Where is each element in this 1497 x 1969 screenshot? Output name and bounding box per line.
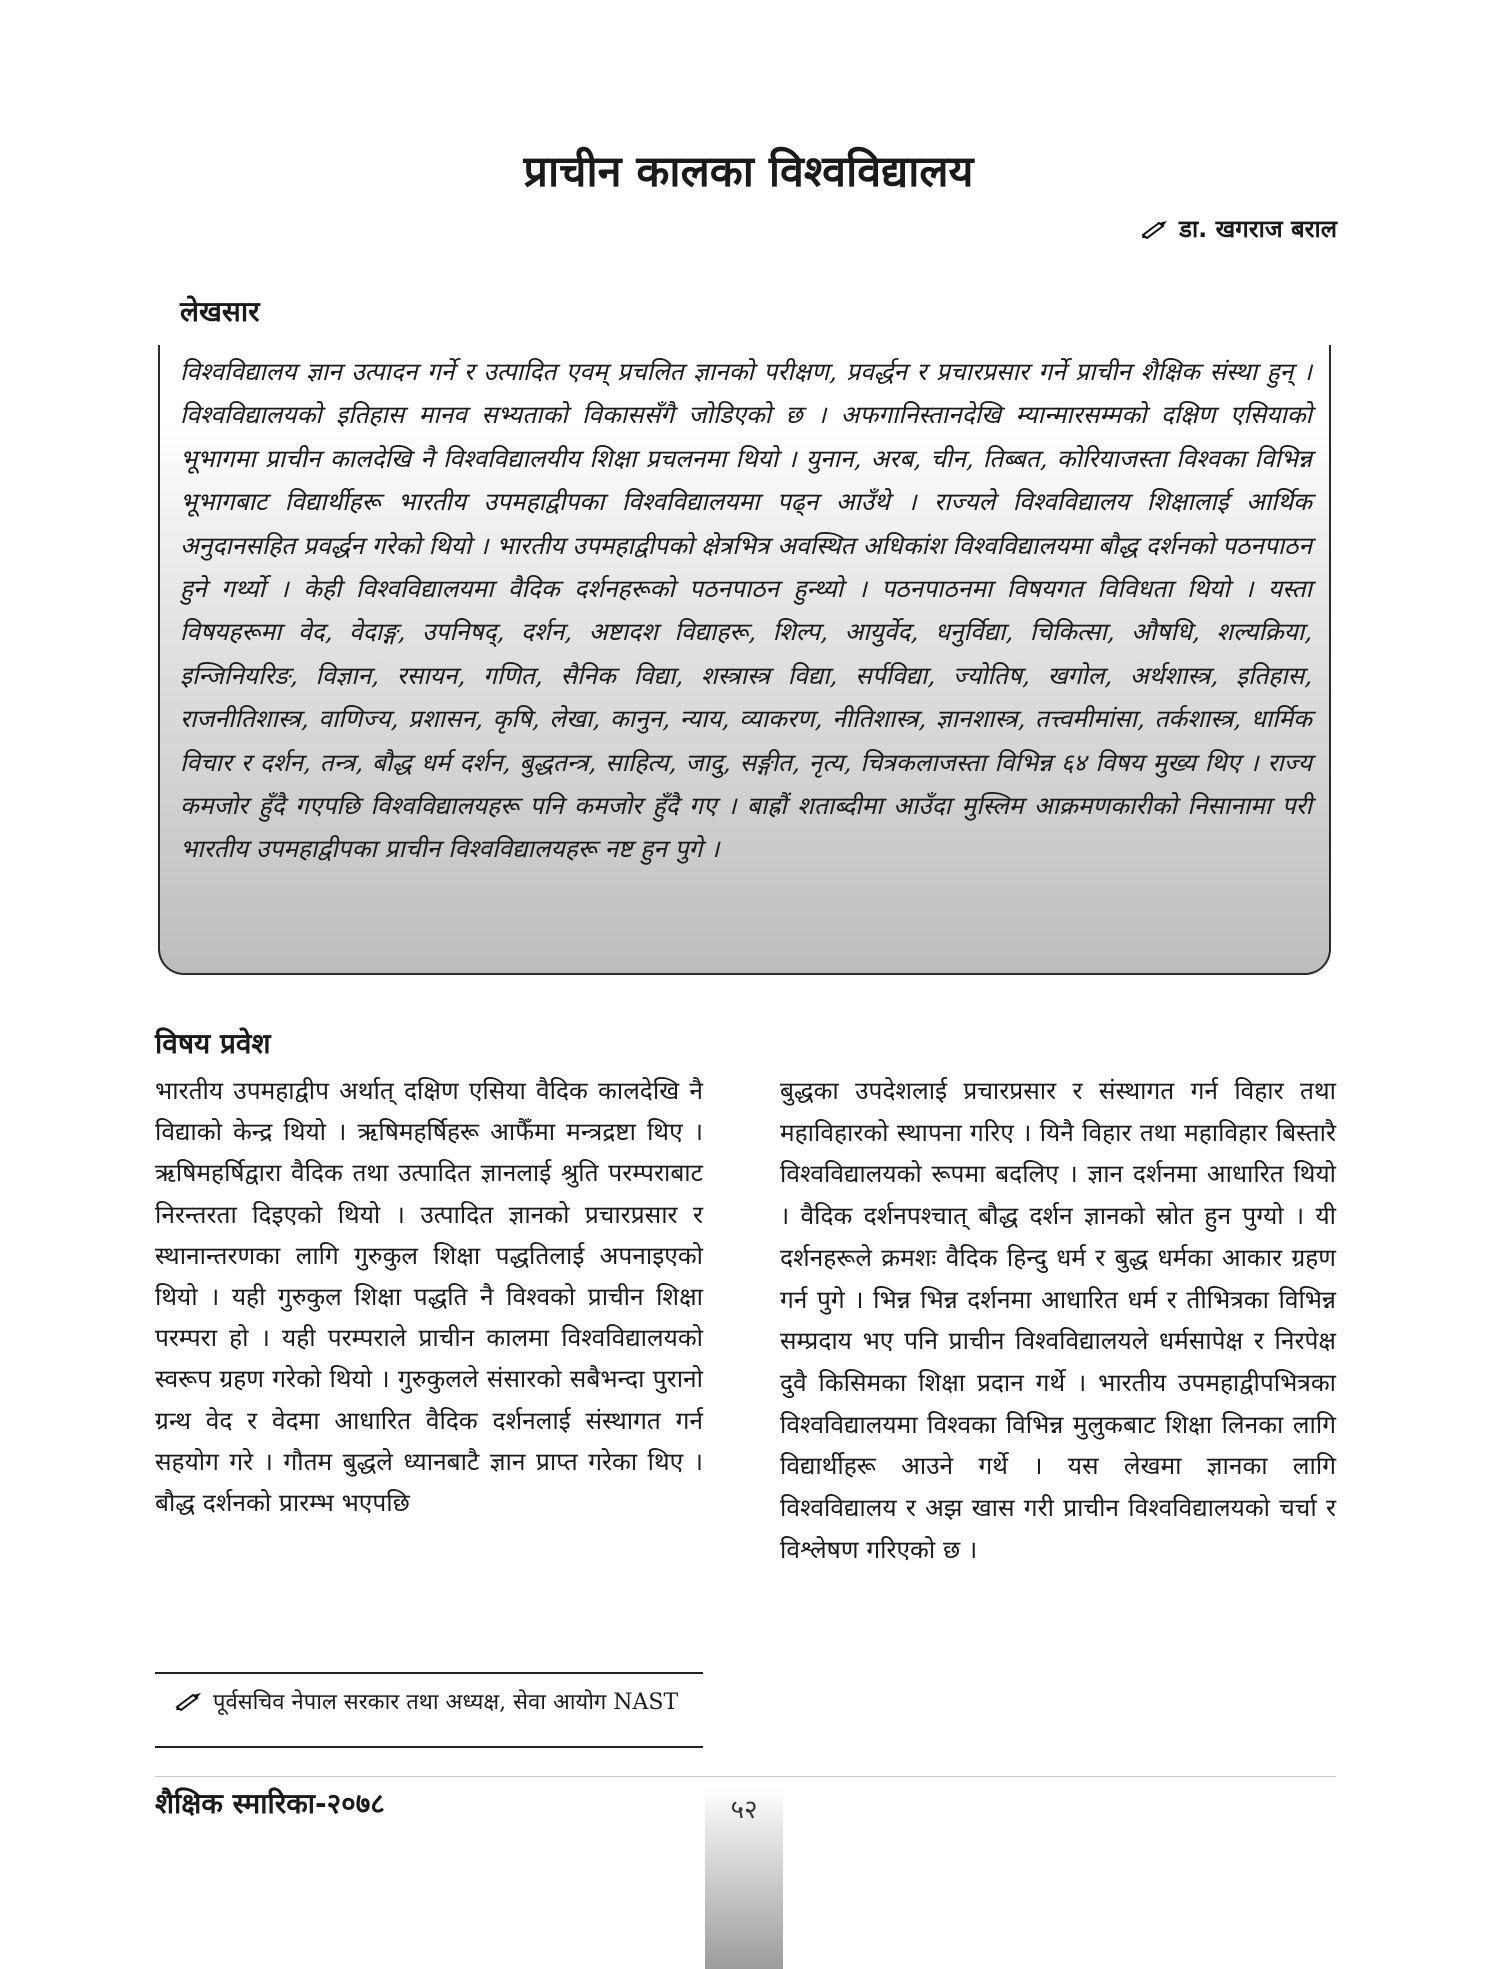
intro-right-column: बुद्धका उपदेशलाई प्रचारप्रसार र संस्थागत गर्न विहार तथा महाविहारको स्थापना गरिए । यिनै विहार तथा महाविहार बिस्तारै विश्वविद्यालयको रूपमा बदलिए । ज्ञान दर्शनमा आधारित थियो । वैदिक दर्शनपश्चात् बौद्ध दर्शन ज्ञानको स्रोत हुन पुग्यो । यी दर्शनहरूले क्रमशः वैदिक हिन्दु धर्म र बुद्ध धर्मका आकार ग्रहण गर्न पुगे । भिन्न भिन्न दर्शनमा आधारित धर्म र तीभित्रका विभिन्न सम्प्रदाय भए पनि प्राचीन विश्वविद्यालयले धर्मसापेक्ष र निरपेक्ष दुवै किसिमका शिक्षा प्रदान गर्थे । भारतीय उपमहाद्वीपभित्रका विश्वविद्यालयमा विश्वका विभिन्न मुलुकबाट शिक्षा लिनका लागि विद्यार्थीहरू आउने गर्थे । यस लेखमा ज्ञानका लागि विश्वविद्यालय र अझ खास गरी प्राचीन विश्वविद्यालयको चर्चा र विश्लेषण गरिएको छ । (780, 1076, 1336, 1564)
intro-left-column: भारतीय उपमहाद्वीप अर्थात् दक्षिण एसिया वैदिक कालदेखि नै विद्याको केन्द्र थियो । ऋषिमहर्षिहरू आफैँमा मन्त्रद्रष्टा थिए । ऋषिमहर्षिद्वारा वैदिक तथा उत्पादित ज्ञानलाई श्रुति परम्पराबाट निरन्तरता दिइएको थियो । उत्पादित ज्ञानको प्रचारप्रसार र स्थानान्तरणका लागि गुरुकुल शिक्षा पद्धतिलाई अपनाइएको थियो । यही गुरुकुल शिक्षा पद्धति नै विश्वको प्राचीन शिक्षा परम्परा हो । यही परम्पराले प्राचीन कालमा विश्वविद्यालयको स्वरूप ग्रहण गरेको थियो । गुरुकुलले संसारको सबैभन्दा पुरानो ग्रन्थ वेद र वेदमा आधारित वैदिक दर्शनलाई संस्थागत गर्न सहयोग गरे । गौतम बुद्धले ध्यानबाटै ज्ञान प्राप्त गरेका थिए । बौद्ध दर्शनको प्रारम्भ भएपछि (155, 1076, 703, 1518)
author-line (1141, 212, 1337, 245)
article-title: प्राचीन कालका विश्वविद्यालय (523, 147, 974, 197)
page-number: ५२ (730, 1795, 758, 1825)
pen-icon (175, 1691, 205, 1711)
abstract-heading: लेखसार (180, 295, 260, 328)
footnote-divider-bottom (155, 1746, 703, 1748)
publication-title: शैक्षिक स्मारिका-२०७८ (155, 1787, 385, 1820)
intro-heading: विषय प्रवेश (155, 1027, 271, 1060)
footnote (175, 1686, 678, 1716)
footnote-divider-top (155, 1672, 703, 1674)
author-name: डा. खगराज बराल (1179, 215, 1337, 243)
pen-icon (1141, 219, 1171, 239)
abstract-text: विश्वविद्यालय ज्ञान उत्पादन गर्ने र उत्पादित एवम् प्रचलित ज्ञानको परीक्षण, प्रवर्द्धन र प्रचारप्रसार गर्ने प्राचीन शैक्षिक संस्था हुन् । विश्वविद्यालयको इतिहास मानव सभ्यताको विकाससँगै जोडिएको छ । अफगानिस्तानदेखि म्यान्मारसम्मको दक्षिण एसियाको भूभागमा प्राचीन कालदेखि नै विश्वविद्यालयीय शिक्षा प्रचलनमा थियो । युनान, अरब, चीन, तिब्बत, कोरियाजस्ता विश्वका विभिन्न भूभागबाट विद्यार्थीहरू भारतीय उपमहाद्वीपका विश्वविद्यालयमा पढ्न आउँथे । राज्यले विश्वविद्यालय शिक्षालाई आर्थिक अनुदानसहित प्रवर्द्धन गरेको थियो । भारतीय उपमहाद्वीपको क्षेत्रभित्र अवस्थित अधिकांश विश्वविद्यालयमा बौद्ध दर्शनको पठनपाठन हुने गर्थ्यो । केही विश्वविद्यालयमा वैदिक दर्शनहरूको पठनपाठन हुन्थ्यो । पठनपाठनमा विषयगत विविधता थियो । यस्ता विषयहरूमा वेद, वेदाङ्ग, उपनिषद्, दर्शन, अष्टादश विद्याहरू, शिल्प, आयुर्वेद, धनुर्विद्या, चिकित्सा, औषधि, शल्यक्रिया, इन्जिनियरिङ, विज्ञान, रसायन, गणित, सैनिक विद्या, शस्त्रास्त्र विद्या, सर्पविद्या, ज्योतिष, खगोल, अर्थशास्त्र, इतिहास, राजनीतिशास्त्र, वाणिज्य, प्रशासन, कृषि, लेखा, कानुन, न्याय, व्याकरण, नीतिशास्त्र, ज्ञानशास्त्र, तत्त्वमीमांसा, तर्कशास्त्र, धार्मिक विचार र दर्शन, तन्त्र, बौद्ध धर्म दर्शन, बुद्धतन्त्र, साहित्य, जादु, सङ्गीत, नृत्य, चित्रकलाजस्ता विभिन्न ६४ विषय मुख्य थिए । राज्य कमजोर हुँदै गएपछि विश्वविद्यालयहरू पनि कमजोर हुँदै गए । बाह्रौं शताब्दीमा आउँदा मुस्लिम आक्रमणकारीको निसानामा परी भारतीय उपमहाद्वीपका प्राचीन विश्वविद्यालयहरू नष्ट हुन पुगे । (180, 357, 1312, 864)
footnote-text: पूर्वसचिव नेपाल सरकार तथा अध्यक्ष, सेवा आयोग NAST (213, 1690, 679, 1715)
footer-divider (155, 1776, 1336, 1777)
